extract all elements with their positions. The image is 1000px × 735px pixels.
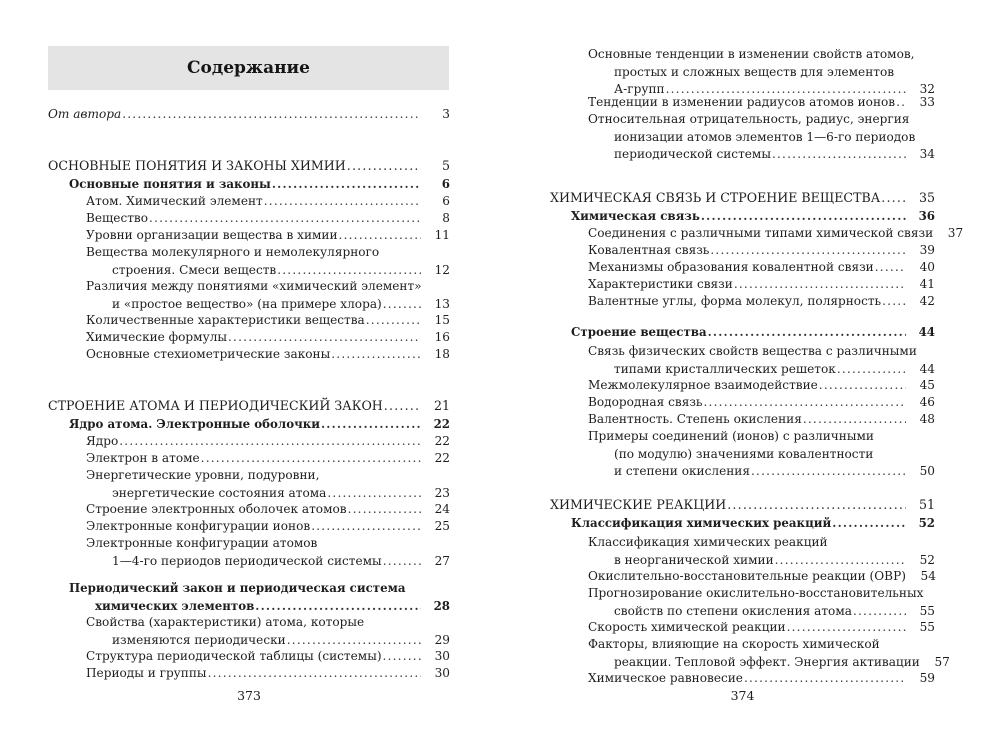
toc-page-number: 21: [433, 398, 450, 413]
toc-entry[interactable]: [550, 377, 935, 395]
toc-entry[interactable]: [550, 225, 964, 243]
toc-entry-title: в неорганической химии: [614, 552, 774, 567]
leader-dots: [348, 501, 421, 519]
toc-entry-title: А-групп: [614, 82, 665, 97]
leader-dots: [264, 193, 421, 211]
toc-page-number: 35: [918, 190, 935, 205]
toc-entry[interactable]: [550, 189, 935, 207]
leader-dots: [255, 598, 421, 616]
leader-dots: [383, 648, 421, 666]
toc-entry[interactable]: [48, 614, 450, 649]
toc-page-number: 15: [434, 313, 450, 327]
toc-entry[interactable]: [48, 176, 450, 194]
toc-entry[interactable]: [48, 244, 450, 279]
toc-entry-title: химических элементов: [95, 598, 255, 613]
toc-entry[interactable]: [550, 46, 935, 99]
leader-dots: [882, 293, 906, 311]
leader-dots: [287, 632, 421, 650]
leader-dots: [751, 463, 906, 481]
toc-entry-title: Механизмы образования ковалентной связи: [588, 260, 874, 274]
toc-page-number: 37: [947, 226, 964, 240]
toc-entry[interactable]: [48, 665, 450, 683]
toc-page-number: 52: [918, 516, 935, 530]
toc-page-number: 34: [919, 147, 935, 162]
toc-page-number: 54: [920, 569, 936, 583]
leader-dots: [347, 157, 421, 175]
toc-entry[interactable]: [48, 157, 450, 175]
toc-header: Содержание: [48, 46, 449, 90]
toc-entry-title: Вещество: [86, 211, 148, 225]
toc-entry-title: Энергетические уровни, подуровни,: [86, 468, 320, 482]
toc-entry-title: Классификация химических реакций: [571, 516, 832, 530]
toc-entry-title: Водородная связь: [588, 395, 703, 409]
toc-entry[interactable]: [48, 467, 450, 502]
leader-dots: [708, 324, 906, 342]
toc-entry[interactable]: [550, 428, 935, 481]
toc-entry-title: энергетические состояния атома: [112, 485, 327, 500]
toc-entry-title: Ядро атома. Электронные оболочки: [69, 417, 320, 431]
toc-entry[interactable]: [550, 619, 935, 637]
toc-entry-title: Основные тенденции в изменении свойств атомов,: [588, 47, 915, 61]
toc-page-number: 40: [919, 260, 935, 274]
toc-page-number: 24: [434, 502, 450, 516]
leader-dots: [311, 518, 421, 536]
toc-entry[interactable]: [48, 416, 450, 434]
toc-entry-title: Соединения с различными типами химической связи: [588, 226, 934, 240]
toc-entry[interactable]: [48, 227, 450, 245]
toc-entry[interactable]: [48, 193, 450, 211]
toc-entry-title: Связь физических свойств вещества с различными: [588, 344, 917, 358]
toc-entry-title: (по модулю) значениями ковалентности: [614, 446, 874, 461]
leader-dots: [384, 397, 421, 415]
toc-entry-title: Примеры соединений (ионов) с различными: [588, 429, 874, 443]
leader-dots: [383, 296, 421, 314]
toc-page-number: 44: [919, 361, 935, 376]
leader-dots: [149, 210, 421, 228]
toc-entry-title: строения. Смеси веществ: [112, 262, 277, 277]
toc-page-number: 39: [919, 243, 935, 257]
toc-entry-title: Тенденции в изменении радиусов атомов ионов: [588, 95, 896, 109]
toc-page-number: 30: [434, 649, 450, 663]
leader-dots: [875, 259, 906, 277]
toc-page-number: 51: [918, 497, 935, 512]
toc-page-number: 41: [919, 277, 935, 291]
toc-entry[interactable]: [550, 496, 935, 514]
toc-entry-title: Относительная отрицательность, радиус, энергия: [588, 112, 910, 126]
toc-entry-title: Классификация химических реакций: [588, 535, 828, 549]
toc-entry-title: Структура периодической таблицы (системы): [86, 649, 382, 663]
toc-page-number: 6: [442, 194, 450, 208]
toc-entry[interactable]: [550, 636, 950, 671]
toc-entry-title: Межмолекулярное взаимодействие: [588, 378, 818, 392]
toc-entry-title: Прогнозирование окислительно-восстановительных: [588, 586, 924, 600]
toc-page-number: 23: [434, 485, 450, 500]
toc-entry-title: Электронные конфигурации атомов: [86, 536, 318, 550]
toc-page-number: 33: [919, 95, 935, 109]
toc-page-number: 28: [433, 598, 450, 613]
toc-entry[interactable]: [550, 585, 935, 620]
toc-entry-title: От автора: [48, 107, 122, 121]
toc-page-number: 32: [919, 82, 935, 97]
toc-entry-title: Периоды и группы: [86, 666, 207, 680]
toc-entry-title: Химическая связь: [571, 209, 700, 223]
toc-page-number: 55: [919, 620, 935, 634]
toc-entry-title: изменяются периодически: [112, 632, 286, 647]
toc-entry-title: СТРОЕНИЕ АТОМА И ПЕРИОДИЧЕСКИЙ ЗАКОН: [48, 398, 383, 413]
toc-page-number: 59: [919, 671, 935, 685]
toc-entry-title: Строение вещества: [571, 325, 707, 339]
toc-page-number: 11: [434, 228, 450, 242]
toc-entry[interactable]: [48, 648, 450, 666]
toc-entry-title: Различия между понятиями «химический элемент»: [86, 279, 422, 293]
toc-entry[interactable]: [48, 518, 450, 536]
toc-entry-title: Количественные характеристики вещества: [86, 313, 365, 327]
toc-page-number: 22: [434, 434, 450, 448]
toc-entry[interactable]: [48, 210, 450, 228]
toc-page-number: 44: [918, 325, 935, 339]
toc-entry[interactable]: [48, 450, 450, 468]
toc-page-number: 18: [434, 347, 450, 361]
toc-page-number: 42: [919, 294, 935, 308]
leader-dots: [775, 552, 906, 570]
toc-page-number: 5: [441, 158, 450, 173]
toc-entry-title: 1—4-го периодов периодической системы: [112, 553, 382, 568]
toc-page-number: 27: [434, 553, 450, 568]
toc-page-number: 13: [434, 296, 450, 311]
toc-page-number: 16: [434, 330, 450, 344]
leader-dots: [272, 176, 421, 194]
toc-entry[interactable]: [550, 208, 935, 226]
leader-dots: [744, 670, 906, 688]
toc-page-number: 8: [442, 211, 450, 225]
toc-entry[interactable]: [550, 94, 935, 112]
toc-entry-title: ионизации атомов элементов 1—6-го периодов: [614, 129, 916, 144]
toc-entry[interactable]: [550, 515, 935, 533]
toc-entry-title: Атом. Химический элемент: [86, 194, 263, 208]
toc-entry-title: Химические формулы: [86, 330, 228, 344]
toc-entry[interactable]: [550, 111, 935, 164]
toc-entry[interactable]: [48, 346, 450, 364]
toc-entry-title: Характеристики связи: [588, 277, 733, 291]
toc-page-number: 36: [918, 209, 935, 223]
toc-entry-title: Свойства (характеристики) атома, которые: [86, 615, 365, 629]
leader-dots: [277, 262, 421, 280]
toc-entry-title: Ковалентная связь: [588, 243, 710, 257]
toc-entry[interactable]: [550, 343, 935, 378]
toc-entry-title: Скорость химической реакции: [588, 620, 786, 634]
leader-dots: [119, 433, 421, 451]
toc-entry[interactable]: [550, 670, 935, 688]
toc-entry-title: Ядро: [86, 434, 119, 448]
leader-dots: [383, 553, 421, 571]
toc-entry[interactable]: [550, 411, 935, 429]
toc-entry-title: Факторы, влияющие на скорость химической: [588, 637, 880, 651]
toc-page-number: 57: [934, 654, 950, 669]
leader-dots: [734, 276, 906, 294]
leader-dots: [832, 515, 906, 533]
leader-dots: [701, 208, 906, 226]
toc-entry-title: ХИМИЧЕСКАЯ СВЯЗЬ И СТРОЕНИЕ ВЕЩЕСТВА: [550, 190, 881, 205]
toc-entry[interactable]: [550, 534, 935, 569]
leader-dots: [122, 106, 421, 124]
leader-dots: [704, 394, 906, 412]
toc-page-number: 46: [919, 395, 935, 409]
leader-dots: [327, 485, 421, 503]
toc-entry[interactable]: [48, 312, 450, 330]
toc-entry-title: ОСНОВНЫЕ ПОНЯТИЯ И ЗАКОНЫ ХИМИИ: [48, 158, 346, 173]
toc-page-number: 12: [434, 262, 450, 277]
toc-entry-title: периодической системы: [614, 147, 771, 162]
page-number-left: 373: [237, 688, 261, 703]
toc-entry-title: Строение электронных оболочек атомов: [86, 502, 347, 516]
toc-entry-title: простых и сложных веществ для элементов: [614, 64, 895, 79]
page-number-right: 374: [730, 688, 755, 703]
toc-entry-title: Валентность. Степень окисления: [588, 412, 802, 426]
toc-entry-title: и степени окисления: [614, 464, 750, 479]
leader-dots: [366, 312, 421, 330]
toc-entry-title: Уровни организации вещества в химии: [86, 228, 338, 242]
toc-entry[interactable]: [550, 568, 935, 586]
toc-entry[interactable]: [550, 242, 935, 260]
toc-entry-title: Окислительно-восстановительные реакции (ОВР): [588, 569, 906, 583]
toc-entry[interactable]: [550, 276, 935, 294]
leader-dots: [710, 242, 906, 260]
toc-page-number: 50: [919, 464, 935, 479]
leader-dots: [339, 227, 421, 245]
leader-dots: [208, 665, 421, 683]
toc-entry-title: Периодический закон и периодическая система: [69, 581, 406, 595]
toc-entry[interactable]: [48, 106, 450, 124]
toc-page-number: 52: [919, 552, 935, 567]
leader-dots: [321, 416, 421, 434]
toc-entry-title: свойств по степени окисления атома: [614, 603, 852, 618]
toc-entry[interactable]: [550, 293, 935, 311]
toc-entry-title: типами кристаллических решеток: [614, 361, 836, 376]
toc-entry[interactable]: [48, 433, 450, 451]
toc-entry[interactable]: [48, 329, 450, 347]
toc-entry-title: Валентные углы, форма молекул, полярность: [588, 294, 882, 308]
leader-dots: [803, 411, 906, 429]
toc-entry-title: Вещества молекулярного и немолекулярного: [86, 245, 380, 259]
toc-entry[interactable]: [550, 259, 935, 277]
toc-entry-title: реакции. Тепловой эффект. Энергия активации: [614, 654, 920, 669]
leader-dots: [727, 496, 906, 514]
toc-page-number: 22: [434, 451, 450, 465]
leader-dots: [201, 450, 421, 468]
toc-entry-title: Электрон в атоме: [86, 451, 200, 465]
toc-entry-title: и «простое вещество» (на примере хлора): [112, 296, 382, 311]
toc-entry[interactable]: [48, 535, 450, 570]
leader-dots: [331, 346, 421, 364]
toc-entry-title: Основные понятия и законы: [69, 177, 271, 191]
toc-entry-title: Химическое равновесие: [588, 671, 743, 685]
toc-entry-title: Электронные конфигурации ионов: [86, 519, 311, 533]
toc-entry[interactable]: [48, 501, 450, 519]
toc-page-number: 22: [433, 417, 450, 431]
leader-dots: [837, 361, 906, 379]
toc-entry-title: ХИМИЧЕСКИЕ РЕАКЦИИ: [550, 497, 727, 512]
leader-dots: [228, 329, 421, 347]
toc-entry[interactable]: [550, 324, 935, 342]
toc-page-number: 6: [441, 177, 450, 191]
toc-page-number: 25: [434, 519, 450, 533]
toc-page-number: 55: [919, 603, 935, 618]
leader-dots: [881, 189, 906, 207]
toc-entry[interactable]: [48, 278, 450, 313]
toc-page-number: 3: [442, 107, 450, 121]
toc-page-number: 30: [434, 666, 450, 680]
toc-entry[interactable]: [550, 394, 935, 412]
toc-entry-title: Основные стехиометрические законы: [86, 347, 331, 361]
toc-page-number: 48: [919, 412, 935, 426]
leader-dots: [819, 377, 906, 395]
toc-entry[interactable]: [48, 580, 450, 615]
leader-dots: [896, 94, 906, 112]
leader-dots: [853, 603, 906, 621]
leader-dots: [772, 146, 906, 164]
leader-dots: [787, 619, 906, 637]
toc-page-number: 45: [919, 378, 935, 392]
toc-entry[interactable]: [48, 397, 450, 415]
toc-page-number: 29: [434, 632, 450, 647]
